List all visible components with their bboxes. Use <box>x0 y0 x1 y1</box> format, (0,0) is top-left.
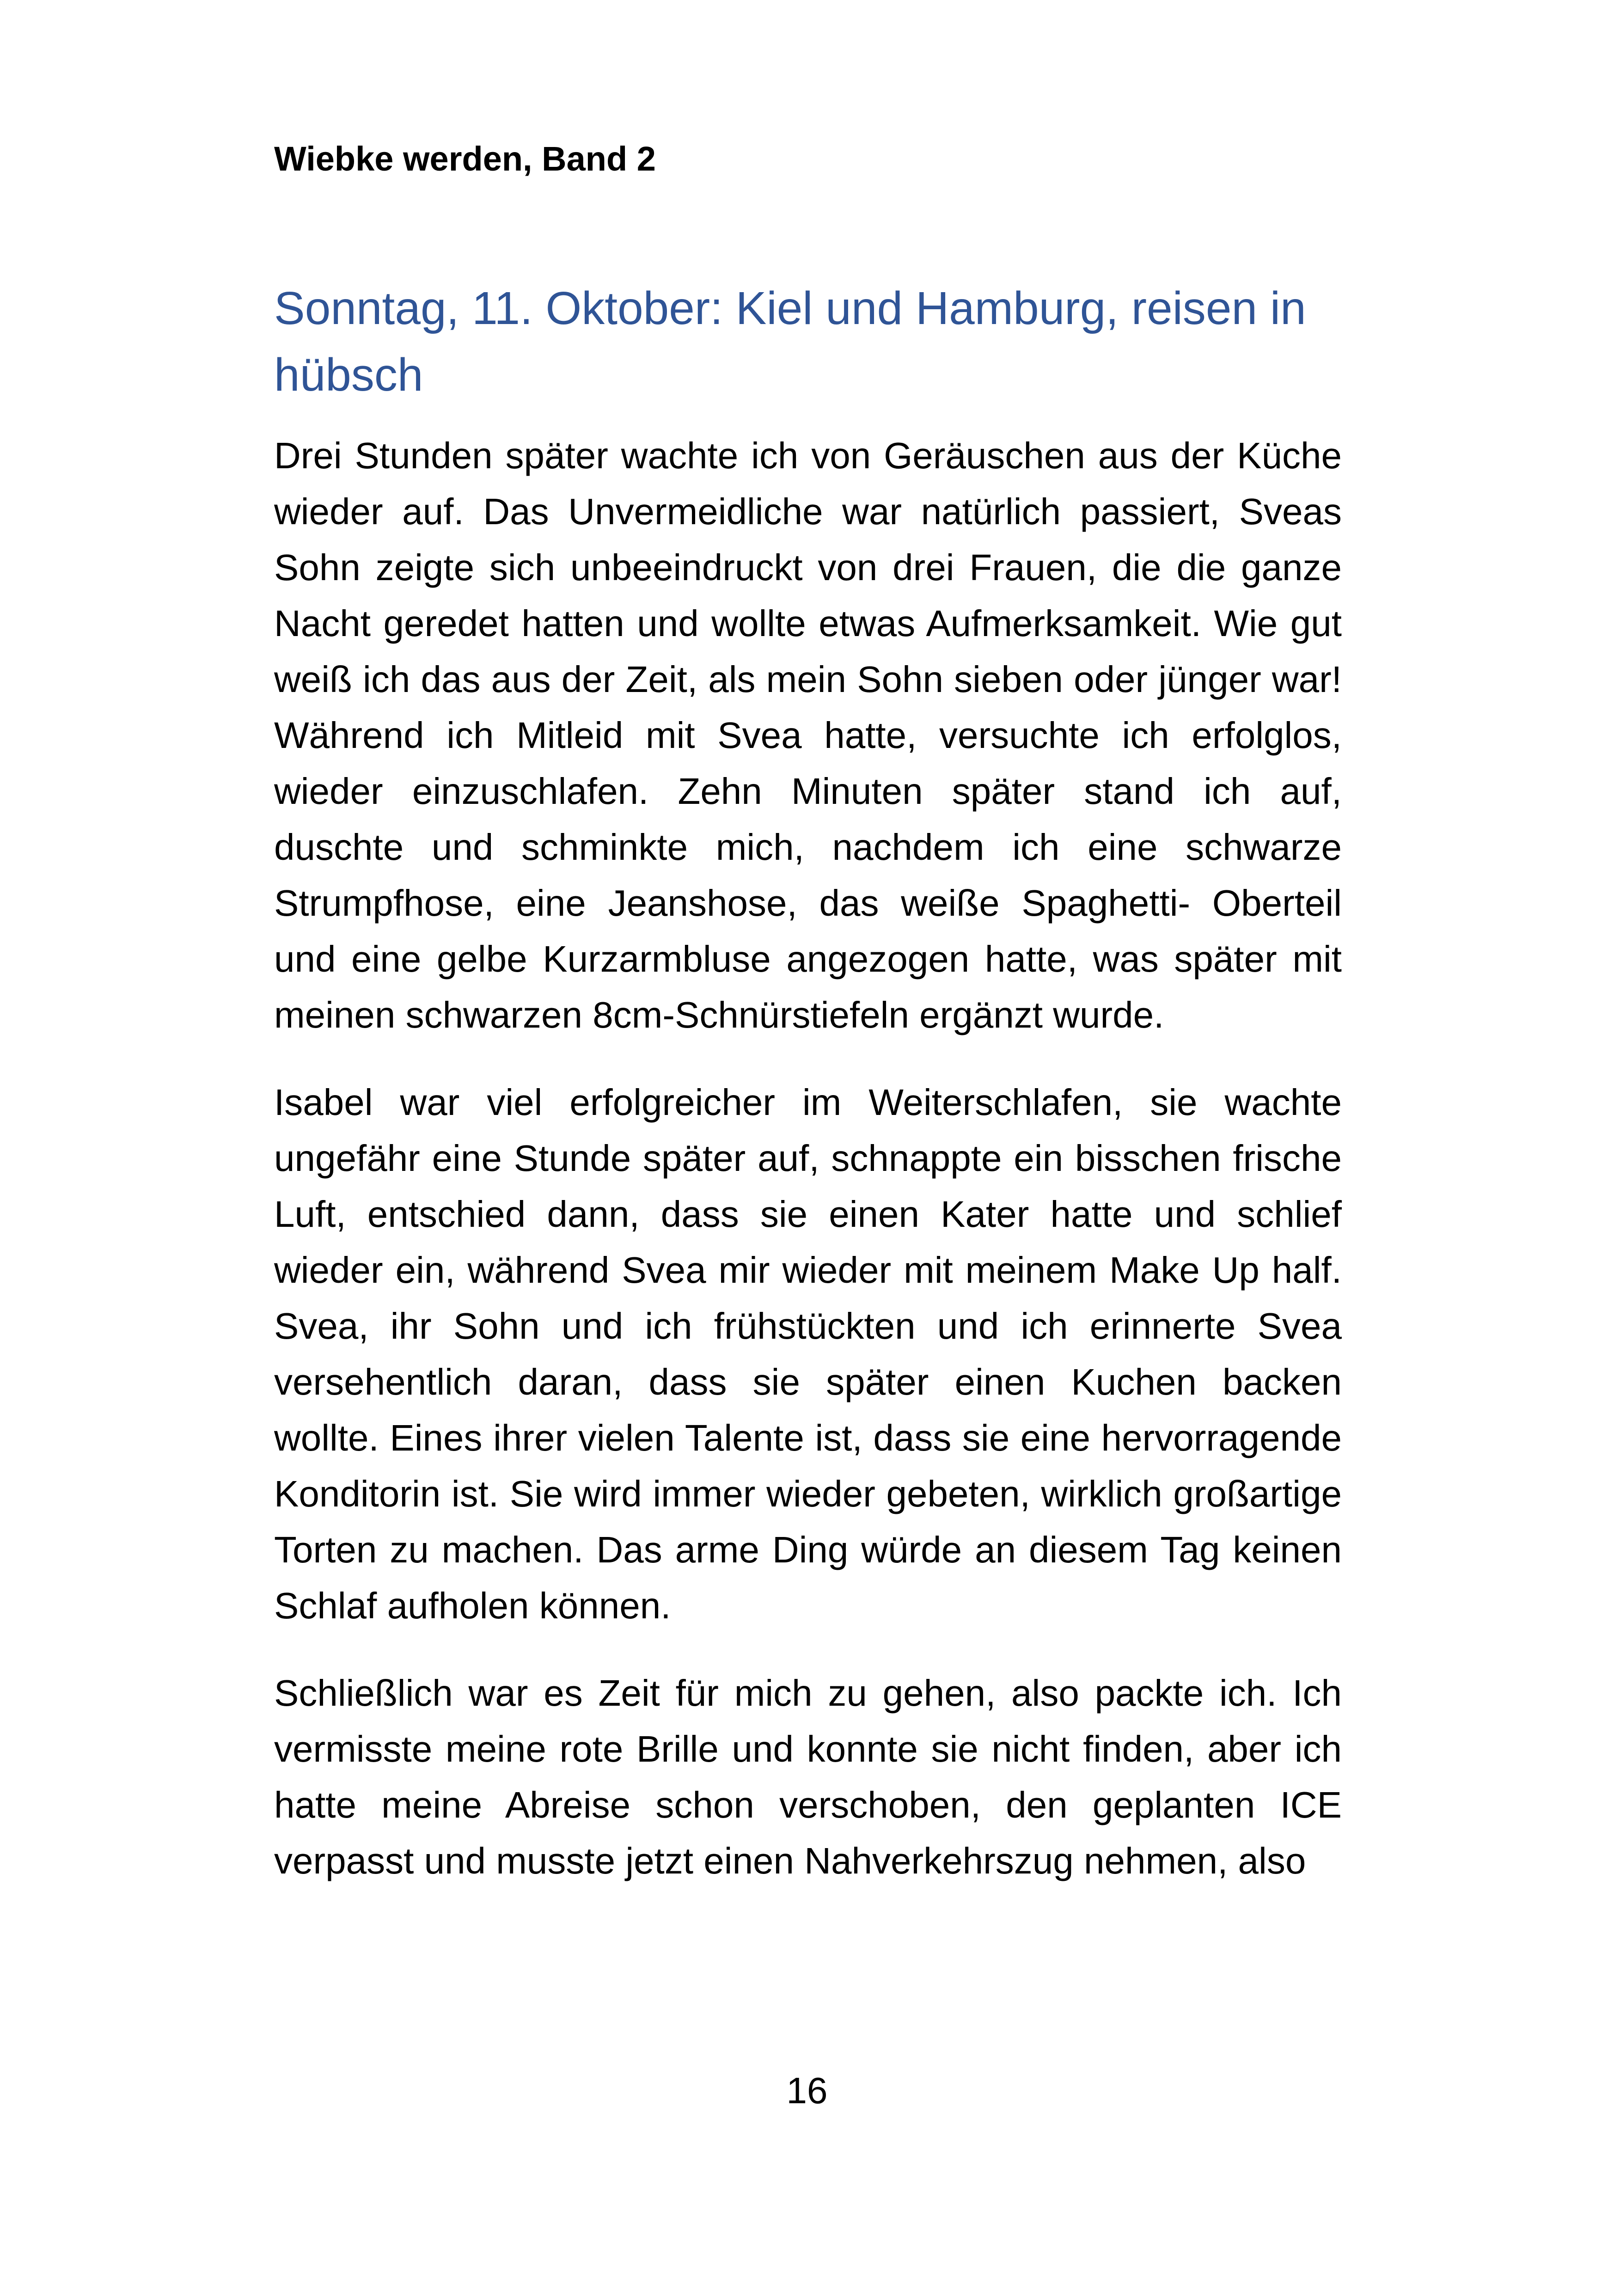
page-number: 16 <box>786 2070 828 2111</box>
paragraph: Isabel war viel erfolgreicher im Weiterschlafen, sie wachte ungefähr eine Stunde später auf, schnappte ein bisschen frische Luft, entschied dann, dass sie einen Kater hatte und schlief wieder ein, während Svea mir wieder mit meinem Make Up half. Svea, ihr Sohn und ich frühstückten und ich erinnerte Svea versehentlich daran, dass sie später einen Kuchen backen wollte. Eines ihrer vielen Talente ist, dass sie eine hervorragende Konditorin ist. Sie wird immer wieder gebeten, wirklich großartige Torten zu machen. Das arme Ding würde an diesem Tag keinen Schlaf aufholen können. <box>274 1082 1342 1626</box>
running-head-title: Wiebke werden, Band 2 <box>274 140 656 178</box>
paragraph: Drei Stunden später wachte ich von Geräuschen aus der Küche wieder auf. Das Unvermeidliche war natürlich passiert, Sveas Sohn zeigte sich unbeeindruckt von drei Frauen, die die ganze Nacht geredet hatten und wollte etwas Aufmerksamkeit. Wie gut weiß ich das aus der Zeit, als mein Sohn sieben oder jünger war! Während ich Mitleid mit Svea hatte, versuchte ich erfolglos, wieder einzuschlafen. Zehn Minuten später stand ich auf, duschte und schminkte mich, nachdem ich eine schwarze Strumpfhose, eine Jeanshose, das weiße Spaghetti- Oberteil und eine gelbe Kurzarmbluse angezogen hatte, was später mit meinen schwarzen 8cm-Schnürstiefeln ergänzt wurde. <box>274 435 1342 1035</box>
paragraph: Schließlich war es Zeit für mich zu gehen, also packte ich. Ich vermisste meine rote Brille und konnte sie nicht finden, aber ich hatte meine Abreise schon verschoben, den geplanten ICE verpasst und musste jetzt einen Nahverkehrszug nehmen, also <box>274 1672 1342 1881</box>
body-text <box>274 428 1342 1920</box>
chapter-title: Sonntag, 11. Oktober: Kiel und Hamburg, reisen in hübsch <box>274 282 1306 401</box>
